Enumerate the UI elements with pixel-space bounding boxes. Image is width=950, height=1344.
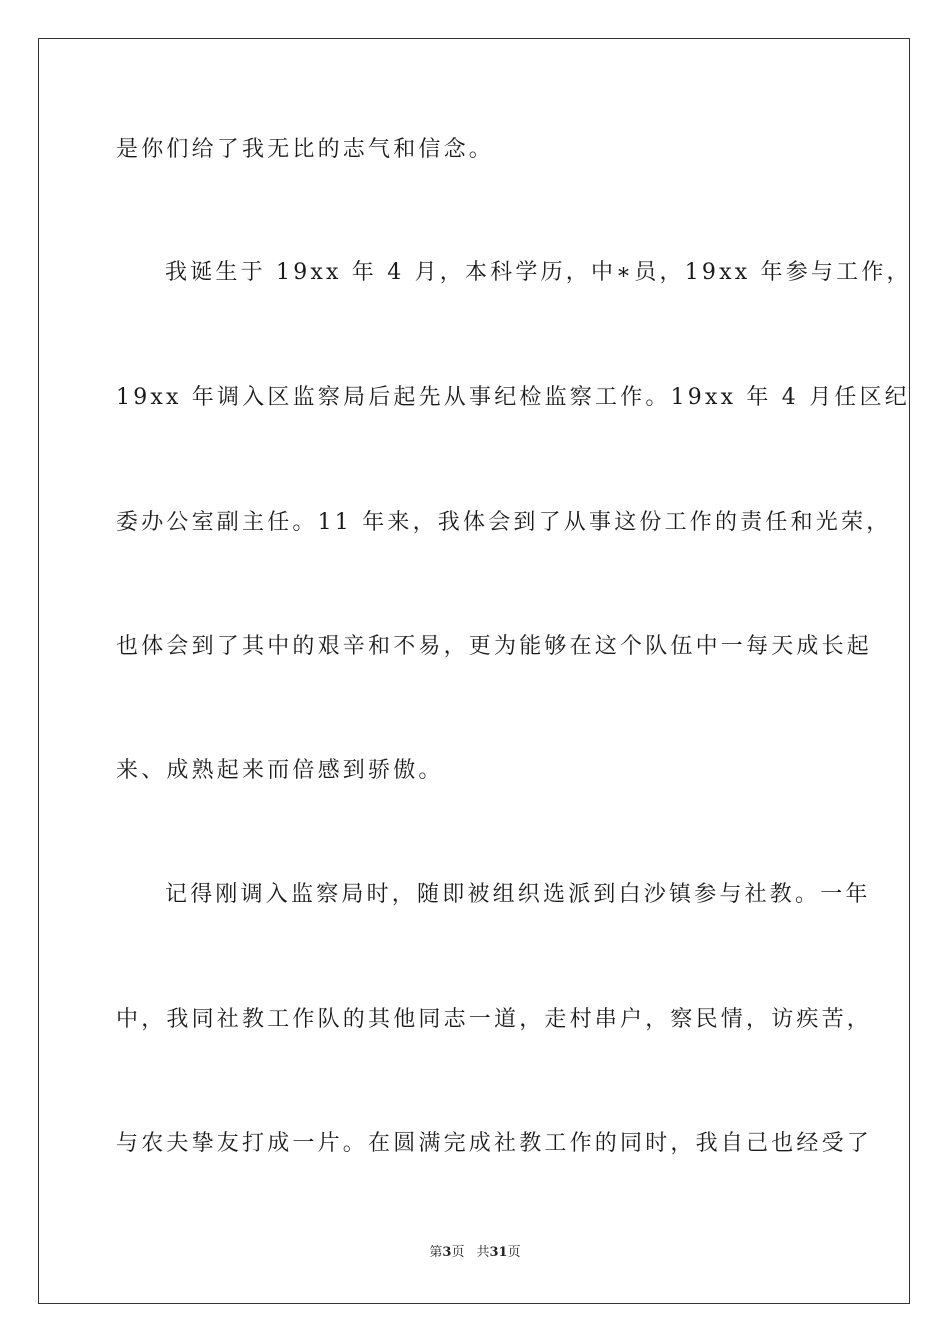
text-line-9: 与农夫挚友打成一片。在圆满完成社教工作的同时，我自己也经受了 xyxy=(116,1131,873,1156)
text-line-5: 也体会到了其中的艰辛和不易，更为能够在这个队伍中一每天成长起 xyxy=(116,634,873,659)
page-footer xyxy=(0,1244,950,1262)
footer-total-suffix: 页 xyxy=(507,1245,521,1260)
text-line-2: 我诞生于 19xx 年 4 月，本科学历，中∗员，19xx 年参与工作， xyxy=(165,260,912,285)
footer-page-prefix: 第 xyxy=(429,1245,443,1260)
text-line-3: 19xx 年调入区监察局后起先从事纪检监察工作。19xx 年 4 月任区纪 xyxy=(116,385,910,410)
footer-page-suffix: 页 xyxy=(451,1245,465,1260)
footer-total-pages: 31 xyxy=(489,1245,508,1260)
text-line-4: 委办公室副主任。11 年来，我体会到了从事这份工作的责任和光荣， xyxy=(116,510,892,535)
footer-total-prefix: 共 xyxy=(476,1245,490,1260)
page-border xyxy=(38,38,910,1304)
text-line-6: 来、成熟起来而倍感到骄傲。 xyxy=(116,758,444,783)
text-line-8: 中，我同社教工作队的其他同志一道，走村串户，察民情，访疾苦， xyxy=(116,1007,873,1032)
footer-page-number: 3 xyxy=(442,1245,452,1260)
text-line-1: 是你们给了我无比的志气和信念。 xyxy=(116,137,495,162)
text-line-7: 记得刚调入监察局时，随即被组织选派到白沙镇参与社教。一年 xyxy=(165,882,871,907)
